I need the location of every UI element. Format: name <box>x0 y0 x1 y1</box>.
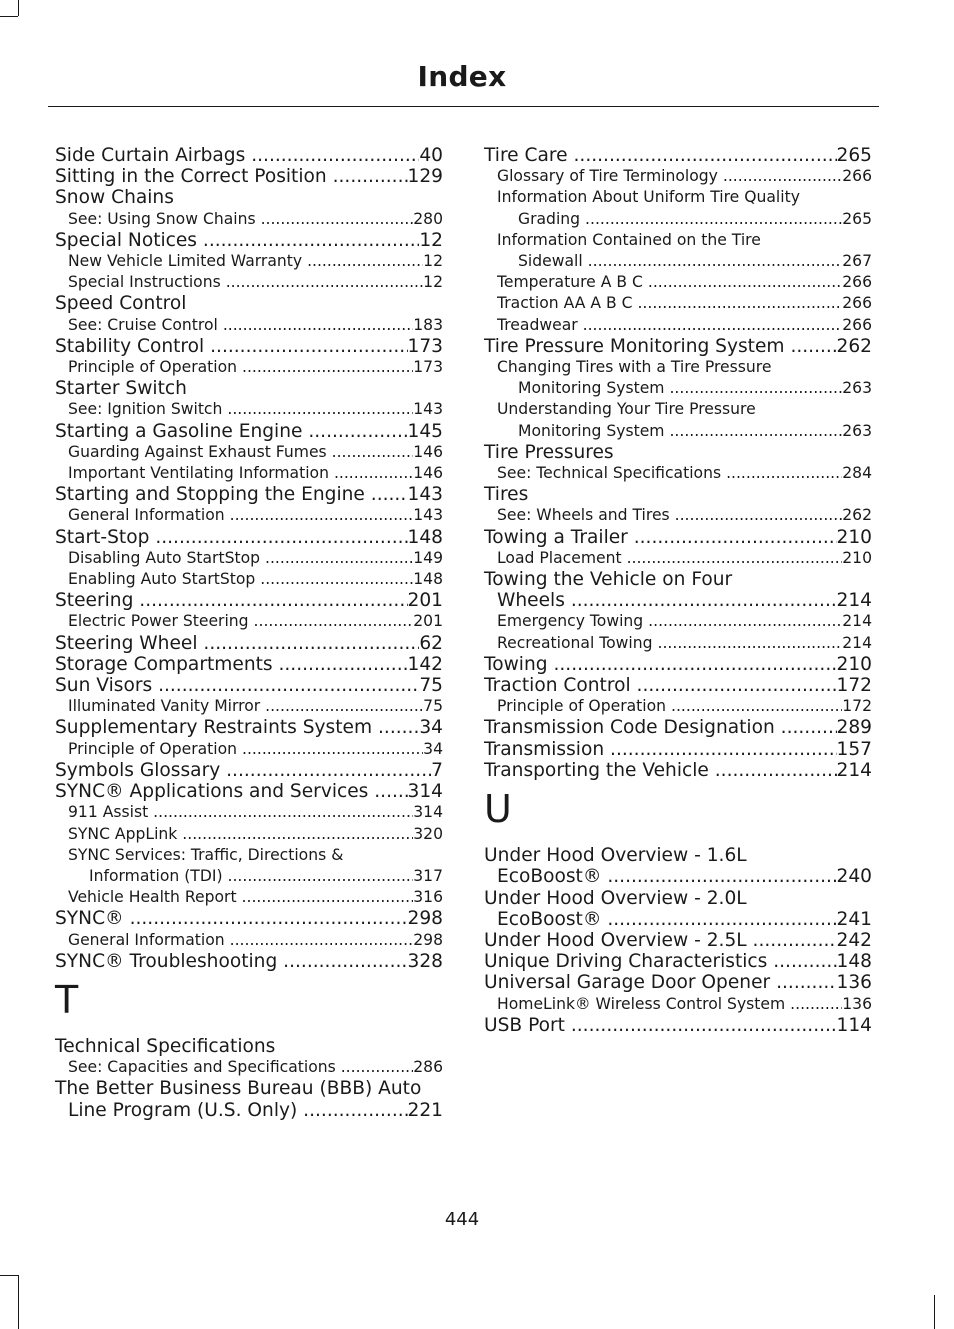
index-page-ref: 136 <box>842 994 872 1013</box>
index-entry-label: Traction Control ..... <box>484 675 837 696</box>
index-entry <box>484 845 872 887</box>
index-page-ref: 148 <box>407 526 443 548</box>
index-subentry <box>484 633 872 654</box>
index-entry-label: New Vehicle Limited Warranty ..... <box>68 251 423 272</box>
index-entry-label: Important Ventilating Information ..... <box>68 463 413 484</box>
index-page-ref: 266 <box>842 167 872 186</box>
index-entry <box>55 527 443 548</box>
index-subentry <box>55 1057 443 1078</box>
index-page-ref: 210 <box>836 653 872 675</box>
index-page-ref: 266 <box>842 273 872 292</box>
index-entry-label: Snow Chains <box>55 187 174 209</box>
index-entry-label: Starting a Gasoline Engine ..... <box>55 421 408 442</box>
index-page-ref: 214 <box>836 590 872 612</box>
index-entry <box>55 145 443 166</box>
index-page-ref: 7 <box>431 759 443 781</box>
index-page-ref: 12 <box>423 273 443 292</box>
index-page-ref: 34 <box>419 717 443 739</box>
index-page-ref: 157 <box>836 738 872 760</box>
index-page-ref: 172 <box>842 697 872 716</box>
index-page-ref: 284 <box>842 464 872 483</box>
index-entry-label: Universal Garage Door Opener ..... <box>484 972 837 993</box>
index-entry-label: Tire Care ..... <box>484 145 837 166</box>
index-page-ref: 75 <box>423 697 443 716</box>
index-entry-label: Monitoring System ..... <box>518 378 842 399</box>
index-entry-label: Tire Pressures <box>484 441 614 463</box>
index-entry-label: Steering ..... <box>55 590 408 611</box>
index-entry-label: Information About Uniform Tire Quality <box>497 188 800 207</box>
index-page-ref: 266 <box>842 294 872 313</box>
index-entry-label: Grading ..... <box>518 209 842 230</box>
index-entry <box>484 484 872 505</box>
index-entry <box>484 442 872 463</box>
index-entry-label: See: Wheels and Tires ..... <box>497 505 842 526</box>
index-entry-label: Under Hood Overview - 2.0L <box>484 887 747 909</box>
index-entry-label: Speed Control <box>55 293 187 315</box>
index-entry-label: Understanding Your Tire Pressure <box>497 400 756 419</box>
index-page-ref: 280 <box>413 209 443 228</box>
index-entry <box>55 675 443 696</box>
index-subentry <box>484 611 872 632</box>
index-entry-label: EcoBoost® ..... <box>497 866 837 887</box>
index-entry-label: Guarding Against Exhaust Fumes ..... <box>68 442 413 463</box>
index-page-ref: 241 <box>836 908 872 930</box>
index-subentry <box>55 272 443 293</box>
index-entry-label: Sidewall ..... <box>518 251 842 272</box>
index-entry-label: Changing Tires with a Tire Pressure <box>497 358 772 377</box>
index-page-ref: 146 <box>413 464 443 483</box>
index-entry <box>484 145 872 166</box>
index-entry-label: SYNC® ..... <box>55 908 408 929</box>
index-entry-label: Stability Control ..... <box>55 336 408 357</box>
index-subentry <box>55 251 443 272</box>
index-page-ref: 214 <box>842 633 872 652</box>
index-page-ref: 129 <box>407 166 443 188</box>
index-entry-label: See: Using Snow Chains ..... <box>68 209 413 230</box>
index-entry-label: EcoBoost® ..... <box>497 909 837 930</box>
index-entry-label: Information Contained on the Tire <box>497 230 761 249</box>
index-page-ref: 242 <box>836 929 872 951</box>
index-subentry <box>55 930 443 951</box>
index-page-ref: 148 <box>413 570 443 589</box>
index-entry-label: Side Curtain Airbags ..... <box>55 145 419 166</box>
index-entry-label: Illuminated Vanity Mirror ..... <box>68 696 423 717</box>
index-subentry <box>55 463 443 484</box>
index-entry-label: Glossary of Tire Terminology ..... <box>497 166 842 187</box>
index-subentry <box>484 293 872 314</box>
index-entry-label: Starter Switch <box>55 378 187 400</box>
index-page-ref: 201 <box>413 612 443 631</box>
index-subentry <box>484 696 872 717</box>
index-page-ref: 142 <box>407 653 443 675</box>
index-entry <box>55 951 443 972</box>
index-entry-label: Towing the Vehicle on Four <box>484 569 733 591</box>
index-entry-label: Start-Stop ..... <box>55 527 408 548</box>
index-entry <box>55 230 443 251</box>
index-page-ref: 146 <box>413 442 443 461</box>
index-entry-label: SYNC® Applications and Services ..... <box>55 781 408 802</box>
index-subentry <box>484 272 872 293</box>
index-entry-label: Supplementary Restraints System ..... <box>55 717 419 738</box>
index-entry-label: Sitting in the Correct Position ..... <box>55 166 408 187</box>
index-section-letter: T <box>55 977 79 1022</box>
index-entry-label: Special Notices ..... <box>55 230 419 251</box>
index-subentry <box>484 505 872 526</box>
index-subentry <box>55 442 443 463</box>
index-entry-label: Steering Wheel ..... <box>55 633 419 654</box>
crop-mark <box>0 1275 18 1276</box>
index-subentry <box>55 209 443 230</box>
index-entry-label: Towing ..... <box>484 654 837 675</box>
index-subentry <box>55 739 443 760</box>
index-entry-label: Special Instructions ..... <box>68 272 423 293</box>
index-entry-label: Unique Driving Characteristics ..... <box>484 951 837 972</box>
index-entry <box>484 1015 872 1036</box>
index-entry-label: Line Program (U.S. Only) ..... <box>68 1100 408 1121</box>
index-entry <box>484 888 872 930</box>
index-subentry <box>55 315 443 336</box>
index-entry-label: See: Ignition Switch ..... <box>68 399 413 420</box>
index-subentry <box>55 696 443 717</box>
index-page-ref: 145 <box>407 420 443 442</box>
index-entry <box>55 293 443 314</box>
index-entry <box>55 781 443 802</box>
index-entry-label: Towing a Trailer ..... <box>484 527 837 548</box>
index-entry-label: The Better Business Bureau (BBB) Auto <box>55 1078 422 1100</box>
index-page-ref: 320 <box>413 824 443 843</box>
index-entry <box>55 717 443 738</box>
index-entry <box>484 760 872 781</box>
index-entry-label: Transmission Code Designation ..... <box>484 717 837 738</box>
index-entry-label: Vehicle Health Report ..... <box>68 887 413 908</box>
index-entry-label: Principle of Operation ..... <box>497 696 842 717</box>
index-entry-label: HomeLink® Wireless Control System ..... <box>497 994 842 1015</box>
index-page-ref: 75 <box>419 675 443 697</box>
index-subentry <box>484 315 872 336</box>
index-entry-label: General Information ..... <box>68 505 413 526</box>
index-page-ref: 34 <box>423 739 443 758</box>
index-entry-label: Wheels ..... <box>497 590 837 611</box>
index-page-ref: 62 <box>419 632 443 654</box>
index-page-ref: 262 <box>842 506 872 525</box>
index-page-ref: 201 <box>407 590 443 612</box>
index-page-ref: 173 <box>407 335 443 357</box>
index-page-ref: 173 <box>413 358 443 377</box>
index-page-ref: 286 <box>413 1058 443 1077</box>
index-entry-label: Treadwear ..... <box>497 315 842 336</box>
index-entry-label: SYNC AppLink ..... <box>68 824 413 845</box>
index-entry-label: Load Placement ..... <box>497 548 842 569</box>
index-entry-label: Monitoring System ..... <box>518 421 842 442</box>
index-entry <box>55 187 443 208</box>
index-entry-label: Information (TDI) ..... <box>89 866 413 887</box>
index-entry-label: Symbols Glossary ..... <box>55 760 431 781</box>
index-entry-label: Starting and Stopping the Engine ..... <box>55 484 408 505</box>
index-entry <box>55 336 443 357</box>
index-page-ref: 12 <box>423 252 443 271</box>
index-subentry <box>484 166 872 187</box>
index-entry <box>484 930 872 951</box>
index-entry-label: SYNC® Troubleshooting ..... <box>55 951 408 972</box>
index-subentry <box>55 357 443 378</box>
index-entry <box>55 760 443 781</box>
index-page-ref: 114 <box>836 1014 872 1036</box>
index-entry <box>484 527 872 548</box>
index-subentry <box>55 548 443 569</box>
index-entry-label: Principle of Operation ..... <box>68 357 413 378</box>
index-page-ref: 314 <box>407 781 443 803</box>
index-entry <box>55 166 443 187</box>
index-entry-label: Transmission ..... <box>484 739 837 760</box>
index-page-ref: 314 <box>413 803 443 822</box>
index-entry <box>55 590 443 611</box>
index-page-ref: 263 <box>842 421 872 440</box>
index-entry <box>55 421 443 442</box>
index-entry-label: Principle of Operation ..... <box>68 739 423 760</box>
index-entry-label: Traction AA A B C ..... <box>497 293 842 314</box>
crop-mark <box>0 16 18 17</box>
index-page-ref: 143 <box>413 506 443 525</box>
index-entry-label: Under Hood Overview - 2.5L ..... <box>484 930 837 951</box>
index-entry <box>484 569 872 611</box>
index-entry-label: Technical Specifications <box>55 1035 276 1057</box>
index-subentry <box>484 187 872 229</box>
index-page-ref: 136 <box>836 972 872 994</box>
index-entry-label: General Information ..... <box>68 930 413 951</box>
index-entry <box>484 951 872 972</box>
index-entry-label: Sun Visors ..... <box>55 675 419 696</box>
crop-mark <box>18 1275 19 1329</box>
index-entry <box>484 717 872 738</box>
index-entry-label: Disabling Auto StartStop ..... <box>68 548 413 569</box>
index-subentry <box>55 824 443 845</box>
index-entry-label: See: Capacities and Specifications ..... <box>68 1057 413 1078</box>
index-entry <box>55 654 443 675</box>
index-page-ref: 149 <box>413 548 443 567</box>
index-section-letter: U <box>484 787 512 832</box>
index-page-ref: 263 <box>842 379 872 398</box>
index-entry <box>55 1036 443 1057</box>
index-page-ref: 40 <box>419 145 443 166</box>
index-subentry <box>55 569 443 590</box>
index-page-ref: 298 <box>413 930 443 949</box>
index-subentry <box>55 505 443 526</box>
index-subentry <box>484 463 872 484</box>
page-title: Index <box>417 60 507 93</box>
index-entry-label: Transporting the Vehicle ..... <box>484 760 837 781</box>
index-entry <box>55 633 443 654</box>
index-page-ref: 148 <box>836 951 872 973</box>
index-entry <box>484 675 872 696</box>
crop-mark <box>18 0 19 16</box>
index-page-ref: 210 <box>836 526 872 548</box>
index-entry-label: SYNC Services: Traffic, Directions & <box>68 845 344 864</box>
index-page-ref: 12 <box>419 229 443 251</box>
index-page-ref: 328 <box>407 950 443 972</box>
index-page-ref: 289 <box>836 717 872 739</box>
index-entry <box>55 484 443 505</box>
index-subentry <box>484 994 872 1015</box>
index-entry-label: Tire Pressure Monitoring System ..... <box>484 336 837 357</box>
index-subentry <box>484 230 872 272</box>
index-page-ref: 210 <box>842 548 872 567</box>
index-entry <box>484 739 872 760</box>
index-page-ref: 317 <box>413 866 443 885</box>
title-rule <box>48 106 879 107</box>
index-subentry <box>484 357 872 399</box>
index-page-ref: 143 <box>407 484 443 506</box>
index-entry-label: Temperature A B C ..... <box>497 272 842 293</box>
index-entry-label: Electric Power Steering ..... <box>68 611 413 632</box>
index-page-ref: 221 <box>407 1099 443 1121</box>
index-page-ref: 265 <box>836 145 872 166</box>
crop-mark <box>934 1295 935 1329</box>
index-page-ref: 143 <box>413 400 443 419</box>
index-entry <box>484 336 872 357</box>
page-number: 444 <box>444 1209 480 1230</box>
index-subentry <box>55 802 443 823</box>
index-subentry <box>484 399 872 441</box>
index-subentry <box>55 399 443 420</box>
index-page-ref: 240 <box>836 866 872 888</box>
index-subentry <box>55 845 443 887</box>
index-entry <box>55 1078 443 1120</box>
index-page-ref: 266 <box>842 315 872 334</box>
index-entry-label: Storage Compartments ..... <box>55 654 408 675</box>
index-entry <box>55 908 443 929</box>
index-column-left <box>55 145 443 1121</box>
index-page-ref: 267 <box>842 252 872 271</box>
index-entry-label: See: Cruise Control ..... <box>68 315 413 336</box>
index-column-right <box>484 145 872 1036</box>
index-page-ref: 265 <box>842 209 872 228</box>
index-subentry <box>484 548 872 569</box>
index-page-ref: 183 <box>413 315 443 334</box>
index-page-ref: 298 <box>407 908 443 930</box>
index-page-ref: 214 <box>836 759 872 781</box>
index-page-ref: 214 <box>842 612 872 631</box>
index-page-ref: 316 <box>413 888 443 907</box>
index-entry <box>484 972 872 993</box>
index-entry-label: USB Port ..... <box>484 1015 837 1036</box>
index-subentry <box>55 611 443 632</box>
index-entry <box>484 654 872 675</box>
index-page-ref: 172 <box>836 675 872 697</box>
index-entry-label: Under Hood Overview - 1.6L <box>484 845 747 867</box>
index-entry-label: Recreational Towing ..... <box>497 633 842 654</box>
index-entry-label: 911 Assist ..... <box>68 802 413 823</box>
index-entry <box>55 378 443 399</box>
index-subentry <box>55 887 443 908</box>
index-entry-label: Emergency Towing ..... <box>497 611 842 632</box>
index-entry-label: Tires <box>484 484 529 506</box>
index-page-ref: 262 <box>836 335 872 357</box>
index-entry-label: See: Technical Specifications ..... <box>497 463 842 484</box>
index-entry-label: Enabling Auto StartStop ..... <box>68 569 413 590</box>
